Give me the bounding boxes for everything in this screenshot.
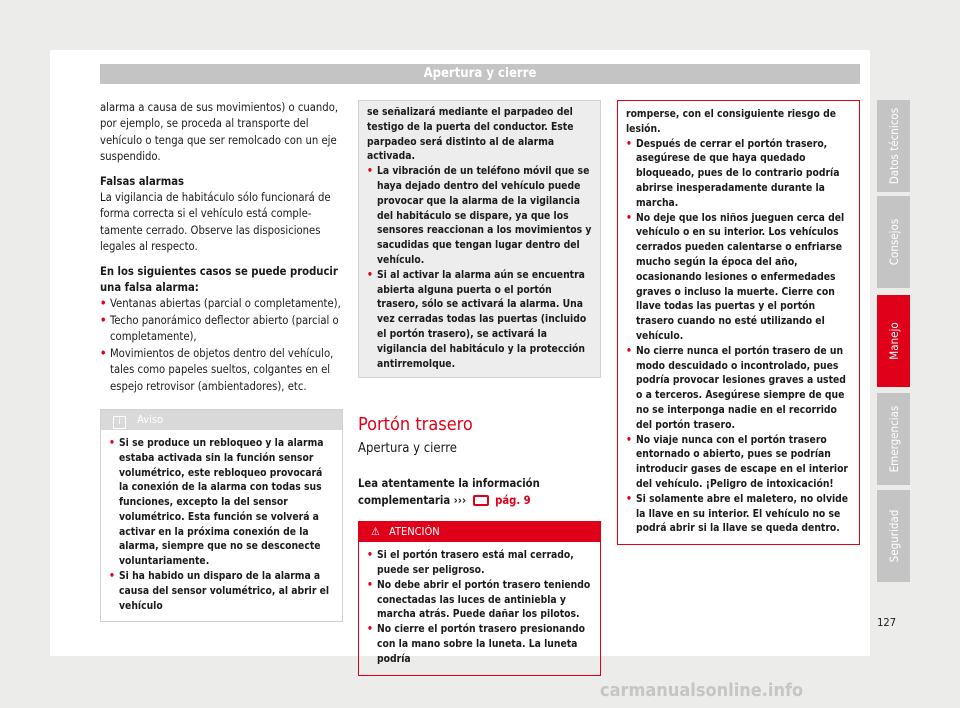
- chevron-arrows: ›››: [453, 493, 467, 507]
- list-item: • Movimientos de objetos dentro del vehículo, tales como papeles sueltos, colgantes en el espejo retrovisor (ambientadores), etc.: [100, 346, 343, 395]
- list-item: • No cierre nunca el portón trasero de un modo descuidado o incontrolado, pues podría provocar lesiones graves a usted o a terceros. Asegúrese siempre de que no se interponga nadie en el recorrido del portón trasero.: [626, 344, 851, 433]
- page-number: 127: [877, 616, 896, 629]
- column-2: [358, 100, 601, 676]
- list-item: • Ventanas abiertas (parcial o completamente),: [100, 296, 343, 312]
- sub-title: Apertura y cierre: [358, 441, 457, 457]
- atencion-label: ATENCIÓN: [389, 525, 440, 539]
- tab-emergencias[interactable]: Emergencias: [877, 393, 910, 485]
- paragraph: alarma a causa de sus movimientos) o cuando, por ejemplo, se proceda al transporte del vehículo o tenga que ser remolcado con un eje suspendido.: [100, 101, 339, 164]
- aviso-body: [101, 430, 342, 622]
- atencion-body: [618, 101, 859, 544]
- list-item: • La vibración de un teléfono móvil que se haya dejado dentro del vehículo puede provocar que la alarma de la vigilancia del habitáculo se dispare, ya que los sensores reaccionan a los movimientos y sacudidas que tengan lugar dentro del vehículo.: [367, 164, 592, 268]
- list-item: • Si ha habido un disparo de la alarma a causa del sensor volumétrico, al abrir el vehículo: [109, 569, 334, 613]
- book-icon: [473, 495, 489, 506]
- list-item: • No viaje nunca con el portón trasero entornado o abierto, pues se podrían introducir gases de escape en el interior del vehículo. ¡Peligro de intoxicación!: [626, 433, 851, 492]
- list-item: • Si el portón trasero está mal cerrado, puede ser peligroso.: [367, 548, 592, 578]
- intro-paragraph: [358, 476, 601, 509]
- watermark: carmanualsonline.info: [600, 680, 804, 701]
- tab-manejo[interactable]: Manejo: [877, 295, 910, 387]
- aviso-header: [101, 410, 342, 430]
- false-alarm-list: [100, 296, 343, 394]
- info-icon: i: [113, 416, 126, 429]
- warning-icon: ⚠: [371, 525, 380, 539]
- list-item: • Si al activar la alarma aún se encuentra abierta alguna puerta o el portón trasero, sólo se activará la alarma. Una vez cerradas todas las puertas (incluido el portón trasero), se activará la vigilancia del habitáculo y la protección antirremolque.: [367, 268, 592, 372]
- tab-seguridad[interactable]: Seguridad: [877, 490, 910, 582]
- column-3: [617, 100, 860, 545]
- paragraph: La vigilancia de habitáculo sólo funcionará de forma correcta si el vehículo está completamente cerrado. Observe las disposiciones legales al respecto.: [100, 191, 331, 254]
- list-item: • Si se produce un rebloqueo y la alarma estaba activada sin la función sensor volumétrico, este rebloqueo provocará la conexión de la alarma con todas sus funciones, excepto la del sensor volumétrico. Esta función se volverá a activar en la próxima conexión de la alarma, siempre que no se desconecte voluntariamente.: [109, 436, 334, 569]
- atencion-header: [359, 522, 600, 542]
- aviso-continuation-box: [358, 100, 601, 378]
- tab-consejos[interactable]: Consejos: [877, 196, 910, 288]
- atencion-continuation-box: [617, 100, 860, 545]
- paragraph: romperse, con el consiguiente riesgo de lesión.: [626, 108, 837, 135]
- list-item: • No debe abrir el portón trasero teniendo conectadas las luces de antiniebla y marcha atrás. Puede dañar los pilotos.: [367, 578, 592, 622]
- atencion-body: [359, 542, 600, 674]
- list-item: • Techo panorámico deflector abierto (parcial o completamente),: [100, 313, 343, 346]
- tab-datos-tecnicos[interactable]: Datos técnicos: [877, 100, 910, 192]
- intro-text: Lea atentamente la información complementaria: [358, 477, 540, 507]
- list-item: • No cierre el portón trasero presionando con la mano sobre la luneta. La luneta podría: [367, 622, 592, 666]
- atencion-box: [358, 521, 601, 675]
- list-item: • Después de cerrar el portón trasero, asegúrese de que haya quedado bloqueado, pues de lo contrario podría abrirse inesperadamente durante la marcha.: [626, 137, 851, 211]
- column-1: [100, 100, 343, 622]
- list-item: • No deje que los niños jueguen cerca del vehículo o en su interior. Los vehículos cerrados pueden calentarse o enfriarse mucho según la época del año, ocasionando lesiones o enfermedades graves o incluso la muerte. Cierre con llave todas las puertas y el portón trasero cuando no esté utilizando el vehículo.: [626, 211, 851, 344]
- heading-falsas-alarmas: Falsas alarmas: [100, 174, 184, 188]
- aviso-box: [100, 409, 343, 623]
- paragraph: se señalizará mediante el parpadeo del testigo de la puerta del conductor. Este parpadeo será distinto al de alarma activada.: [367, 106, 574, 163]
- aviso-label: Aviso: [137, 412, 164, 426]
- paragraph-bold: En los siguientes casos se puede producir una falsa alarma:: [100, 264, 338, 295]
- section-title: Portón trasero: [358, 414, 473, 436]
- list-item: • Si solamente abre el maletero, no olvide la llave en su interior. El vehículo no se podrá abrir si la llave se queda dentro.: [626, 492, 851, 536]
- page-header-title: Apertura y cierre: [100, 64, 860, 84]
- page-reference-link[interactable]: pág. 9: [495, 493, 531, 507]
